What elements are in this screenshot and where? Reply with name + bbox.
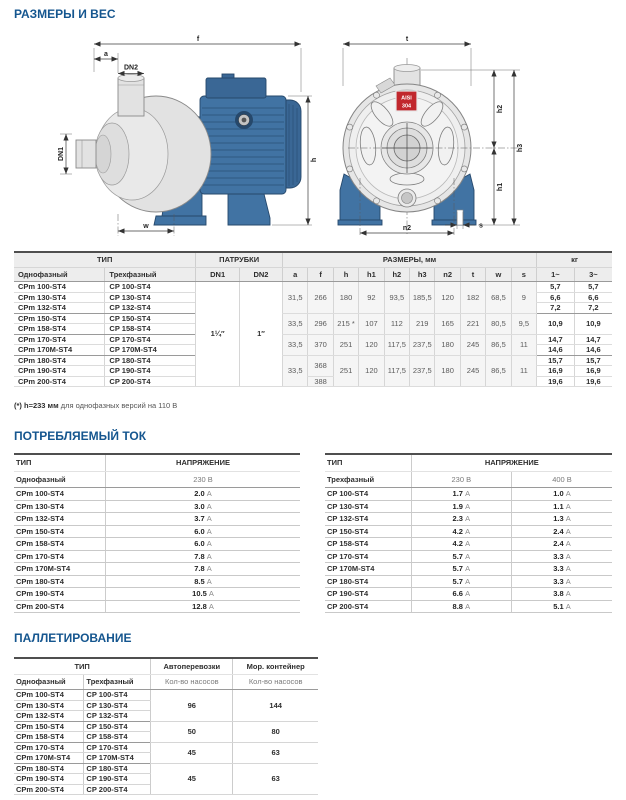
table-cell: CP 200-ST4 (84, 784, 151, 795)
table-cell: CP 170-ST4 (105, 334, 196, 345)
table-cell: CP 170M-ST4 (84, 753, 151, 764)
table-cell: 5.7 A (411, 550, 511, 563)
table-cell: 4.2 A (411, 525, 511, 538)
table-cell: 3.7 A (106, 513, 300, 526)
technical-drawings (0, 28, 626, 248)
column-header: n2 (435, 267, 460, 282)
table-cell: 388 (308, 376, 333, 387)
column-header: w (486, 267, 511, 282)
table-cell: CP 190-ST4 (84, 774, 151, 785)
footnote-text: для однофазных версий на 110 В (58, 401, 178, 410)
table-row (14, 563, 300, 576)
table-cell: CPm 180-ST4 (14, 575, 106, 588)
table-cell: CP 100-ST4 (84, 690, 151, 701)
table-cell: 1.3 A (512, 513, 612, 526)
table-cell: 19,6 (537, 376, 575, 387)
table-cell: CPm 158-ST4 (14, 538, 106, 551)
table-row (14, 550, 300, 563)
table-cell: 86,5 (486, 334, 511, 355)
column-header: Трехфазный (84, 674, 151, 690)
table-cell: CP 180-ST4 (325, 575, 411, 588)
dn2-port-top (118, 75, 144, 82)
table-cell: 14,7 (537, 334, 575, 345)
dim-label-dn2: DN2 (123, 64, 139, 72)
table-cell: CP 132-ST4 (105, 303, 196, 314)
column-header: s (511, 267, 536, 282)
table-cell: CPm 200-ST4 (14, 600, 106, 613)
table-row (14, 600, 300, 613)
table-cell: CP 158-ST4 (84, 732, 151, 743)
table-cell: 5.1 A (512, 600, 612, 613)
column-header: Автоперевозки (151, 658, 233, 674)
table-cell: 86,5 (486, 355, 511, 387)
table-cell: CPm 170M-ST4 (14, 345, 105, 356)
column-header: Однофазный (14, 267, 105, 282)
column-header: НАПРЯЖЕНИЕ (411, 454, 612, 471)
table-cell: 6.0 A (106, 525, 300, 538)
terminal-box (206, 78, 266, 98)
table-cell: 31,5 (283, 282, 308, 314)
table-row (325, 588, 612, 601)
table-cell: 93,5 (384, 282, 409, 314)
table-row (325, 500, 612, 513)
table-cell: 1.1 A (512, 500, 612, 513)
footnote-bold: (*) h=233 мм (14, 401, 59, 410)
dn1-port (76, 140, 96, 168)
column-header: h2 (384, 267, 409, 282)
column-header: DN1 (196, 267, 240, 282)
table-cell: 12.8 A (106, 600, 300, 613)
table-row (14, 334, 612, 345)
table-cell: 144 (233, 690, 318, 722)
table-cell: 245 (460, 355, 485, 387)
table-cell: 96 (151, 690, 233, 722)
dim-label-t: t (405, 36, 409, 43)
table-cell: CP 190-ST4 (325, 588, 411, 601)
table-row (14, 282, 612, 293)
top-port-face (394, 65, 420, 72)
table-cell: CP 130-ST4 (84, 700, 151, 711)
column-header: ТИП (14, 454, 106, 471)
table-cell: 120 (435, 282, 460, 314)
table-cell: 14,6 (574, 345, 612, 356)
header-row (14, 674, 318, 690)
table-cell: 4.2 A (411, 538, 511, 551)
table-cell: CPm 170-ST4 (14, 334, 105, 345)
table-cell: 14,6 (537, 345, 575, 356)
palletization-table (14, 657, 318, 795)
table-cell: 11 (511, 334, 536, 355)
table-cell: 5.7 A (411, 575, 511, 588)
pump-front-view-drawing (322, 28, 612, 240)
column-header: h3 (410, 267, 435, 282)
table-cell: 120 (359, 355, 384, 387)
table-cell: 296 (308, 313, 333, 334)
column-header: 230 В (411, 471, 511, 488)
table-cell: 3.3 A (512, 550, 612, 563)
motor-rear-cap (286, 100, 301, 188)
dim-label-dn1: DN1 (58, 146, 65, 162)
table-cell: 5,7 (574, 282, 612, 293)
table-cell: 7,2 (537, 303, 575, 314)
table-cell: CPm 190-ST4 (14, 774, 84, 785)
table-cell: 215 * (333, 313, 358, 334)
header-row (14, 252, 612, 267)
table-cell: CPm 170M-ST4 (14, 753, 84, 764)
table-cell: 80 (233, 721, 318, 742)
table-cell: 45 (151, 742, 233, 763)
bracket-foot (154, 216, 206, 225)
table-cell: CP 170-ST4 (325, 550, 411, 563)
table-cell: CP 100-ST4 (325, 488, 411, 501)
table-row (325, 538, 612, 551)
table-cell: CP 150-ST4 (325, 525, 411, 538)
table-cell: 2.0 A (106, 488, 300, 501)
table-cell: CPm 100-ST4 (14, 282, 105, 293)
table-row (14, 355, 612, 366)
header-row (14, 658, 318, 674)
column-header: f (308, 267, 333, 282)
table-cell: CPm 130-ST4 (14, 292, 105, 303)
aisi-304-badge (396, 91, 417, 111)
table-cell: 1.0 A (512, 488, 612, 501)
table-cell: 120 (359, 334, 384, 355)
table-cell: CP 170-ST4 (84, 742, 151, 753)
table-cell: CPm 170M-ST4 (14, 563, 106, 576)
table-cell: 68,5 (486, 282, 511, 314)
table-cell: 5.7 A (411, 563, 511, 576)
table-row (325, 600, 612, 613)
table-cell: 3.0 A (106, 500, 300, 513)
table-cell: 107 (359, 313, 384, 334)
table-cell: 10,9 (537, 313, 575, 334)
table-cell: CPm 132-ST4 (14, 513, 106, 526)
table-row (325, 575, 612, 588)
table-cell: CPm 132-ST4 (14, 711, 84, 722)
svg-text:AISI: AISI (401, 95, 412, 102)
table-cell: 16,9 (574, 366, 612, 377)
table-cell: 8.5 A (106, 575, 300, 588)
table-row (14, 690, 318, 701)
table-cell: CPm 170-ST4 (14, 550, 106, 563)
column-header: ТИП (325, 454, 411, 471)
table-cell: CP 200-ST4 (325, 600, 411, 613)
table-row (14, 313, 612, 324)
table-cell: 50 (151, 721, 233, 742)
table-row (325, 525, 612, 538)
table-row (14, 500, 300, 513)
footnote (14, 401, 177, 410)
table-cell: CP 150-ST4 (105, 313, 196, 324)
header-row (14, 454, 300, 471)
table-cell: CP 100-ST4 (105, 282, 196, 293)
table-row (325, 513, 612, 526)
table-cell: CP 130-ST4 (105, 292, 196, 303)
table-cell: 1¼″ (196, 282, 240, 387)
table-cell: 1.7 A (411, 488, 511, 501)
table-cell: 63 (233, 763, 318, 795)
table-cell: 6,6 (537, 292, 575, 303)
table-cell: CPm 200-ST4 (14, 784, 84, 795)
table-cell: CPm 130-ST4 (14, 700, 84, 711)
dim-label-w: w (143, 223, 149, 230)
table-cell: CPm 100-ST4 (14, 690, 84, 701)
table-cell: 14,7 (574, 334, 612, 345)
table-row (14, 588, 300, 601)
current-single-phase-table (14, 453, 300, 613)
table-cell: 2.4 A (512, 538, 612, 551)
table-cell: CP 132-ST4 (325, 513, 411, 526)
column-header: 400 В (512, 471, 612, 488)
dim-label-n2: n2 (402, 225, 412, 232)
table-cell: CP 170M-ST4 (105, 345, 196, 356)
casing-nose (95, 135, 111, 173)
table-cell: 7,2 (574, 303, 612, 314)
table-cell: 1″ (239, 282, 282, 387)
table-cell: CPm 100-ST4 (14, 488, 106, 501)
table-cell: 219 (410, 313, 435, 334)
table-cell: 237,5 (410, 334, 435, 355)
dn2-port (118, 78, 144, 116)
table-cell: 8.8 A (411, 600, 511, 613)
table-cell: 7.8 A (106, 563, 300, 576)
table-cell: 9 (511, 282, 536, 314)
table-cell: 16,9 (537, 366, 575, 377)
dim-label-h3: h3 (517, 143, 524, 153)
table-cell: 117,5 (384, 355, 409, 387)
table-cell: CP 158-ST4 (105, 324, 196, 335)
table-cell: 2.4 A (512, 525, 612, 538)
table-row (325, 488, 612, 501)
column-header: 3~ (574, 267, 612, 282)
table-cell: CPm 150-ST4 (14, 525, 106, 538)
column-header: h1 (359, 267, 384, 282)
table-cell: 3.3 A (512, 575, 612, 588)
table-cell: CPm 158-ST4 (14, 732, 84, 743)
table-cell: CP 190-ST4 (105, 366, 196, 377)
column-header: ТИП (14, 252, 196, 267)
table-cell: CP 150-ST4 (84, 721, 151, 732)
table-cell: 63 (233, 742, 318, 763)
table-cell: CPm 150-ST4 (14, 721, 84, 732)
table-cell: 266 (308, 282, 333, 314)
table-cell: 80,5 (486, 313, 511, 334)
pump-side-view-drawing (56, 28, 321, 240)
terminal-box-lid (222, 74, 234, 78)
column-header: 230 В (106, 471, 300, 488)
table-cell: 6,6 (574, 292, 612, 303)
column-header: a (283, 267, 308, 282)
table-cell: CPm 190-ST4 (14, 366, 105, 377)
table-cell: CP 180-ST4 (84, 763, 151, 774)
table-cell: 19,6 (574, 376, 612, 387)
column-header: h (333, 267, 358, 282)
table-cell: 10.5 A (106, 588, 300, 601)
table-cell: 185,5 (410, 282, 435, 314)
table-cell: 1.9 A (411, 500, 511, 513)
table-cell: 33,5 (283, 355, 308, 387)
table-cell: 180 (435, 355, 460, 387)
table-cell: 33,5 (283, 313, 308, 334)
table-cell: 237,5 (410, 355, 435, 387)
table-row (14, 763, 318, 774)
table-row (14, 525, 300, 538)
dim-label-h2: h2 (497, 104, 504, 114)
table-cell: 92 (359, 282, 384, 314)
drain-plug (402, 193, 413, 204)
table-cell: CP 158-ST4 (325, 538, 411, 551)
table-cell: CPm 150-ST4 (14, 313, 105, 324)
current-three-phase-table (325, 453, 612, 613)
column-header: 1~ (537, 267, 575, 282)
table-row (14, 721, 318, 732)
table-cell: 251 (333, 355, 358, 387)
dim-label-h1: h1 (497, 182, 504, 192)
column-header: Трехфазный (105, 267, 196, 282)
table-cell: CPm 180-ST4 (14, 763, 84, 774)
table-cell: 245 (460, 334, 485, 355)
table-row (325, 563, 612, 576)
motor-body (200, 96, 286, 194)
table-cell: CP 130-ST4 (325, 500, 411, 513)
dim-label-f: f (196, 36, 200, 43)
motor-plug-center (242, 118, 247, 123)
foot-slot (457, 210, 463, 225)
table-cell: 117,5 (384, 334, 409, 355)
column-header: Однофазный (14, 471, 106, 488)
table-cell: 3.3 A (512, 563, 612, 576)
table-row (14, 742, 318, 753)
table-row (14, 538, 300, 551)
column-header: DN2 (239, 267, 282, 282)
table-cell: 11 (511, 355, 536, 387)
table-cell: 251 (333, 334, 358, 355)
table-row (325, 550, 612, 563)
column-header: кг (537, 252, 612, 267)
table-cell: 33,5 (283, 334, 308, 355)
table-cell: 182 (460, 282, 485, 314)
table-cell: 2.3 A (411, 513, 511, 526)
table-cell: 112 (384, 313, 409, 334)
table-cell: 7.8 A (106, 550, 300, 563)
table-cell: 180 (435, 334, 460, 355)
table-cell: CP 170M-ST4 (325, 563, 411, 576)
svg-text:304: 304 (401, 103, 412, 110)
table-row (14, 488, 300, 501)
column-header: Кол-во насосов (233, 674, 318, 690)
column-header: Мор. контейнер (233, 658, 318, 674)
table-cell: CPm 190-ST4 (14, 588, 106, 601)
column-header: РАЗМЕРЫ, мм (283, 252, 537, 267)
table-cell: CPm 200-ST4 (14, 376, 105, 387)
header-row (325, 454, 612, 471)
table-cell: 5,7 (537, 282, 575, 293)
table-cell: CP 200-ST4 (105, 376, 196, 387)
table-cell: CPm 170-ST4 (14, 742, 84, 753)
section-title-dimensions: РАЗМЕРЫ И ВЕС (14, 7, 116, 21)
dim-label-a: a (104, 51, 108, 58)
table-cell: 370 (308, 334, 333, 355)
dim-label-s: s (479, 222, 483, 230)
table-cell: 6.6 A (411, 588, 511, 601)
header-row (325, 471, 612, 488)
dim-label-h: h (311, 157, 318, 163)
table-cell: 10,9 (574, 313, 612, 334)
table-row (14, 575, 300, 588)
dimensions-table (14, 251, 612, 387)
table-cell: 15,7 (574, 355, 612, 366)
table-cell: 165 (435, 313, 460, 334)
table-cell: CPm 132-ST4 (14, 303, 105, 314)
table-cell: CPm 158-ST4 (14, 324, 105, 335)
column-header: Однофазный (14, 674, 84, 690)
column-header: ПАТРУБКИ (196, 252, 283, 267)
table-cell: 221 (460, 313, 485, 334)
table-cell: 368 (308, 355, 333, 376)
table-cell: CPm 130-ST4 (14, 500, 106, 513)
table-cell: 180 (333, 282, 358, 314)
column-header: НАПРЯЖЕНИЕ (106, 454, 300, 471)
header-row (14, 471, 300, 488)
table-cell: CP 180-ST4 (105, 355, 196, 366)
column-header: ТИП (14, 658, 151, 674)
table-cell: 6.0 A (106, 538, 300, 551)
table-cell: 3.8 A (512, 588, 612, 601)
table-cell: CPm 180-ST4 (14, 355, 105, 366)
header-row (14, 267, 612, 282)
table-cell: CP 132-ST4 (84, 711, 151, 722)
section-title-current: ПОТРЕБЛЯЕМЫЙ ТОК (14, 429, 147, 443)
motor-foot (228, 194, 270, 225)
table-cell: 9,5 (511, 313, 536, 334)
column-header: t (460, 267, 485, 282)
column-header: Кол-во насосов (151, 674, 233, 690)
table-row (14, 513, 300, 526)
section-title-pallet: ПАЛЛЕТИРОВАНИЕ (14, 631, 132, 645)
table-cell: 45 (151, 763, 233, 795)
column-header: Трехфазный (325, 471, 411, 488)
table-cell: 15,7 (537, 355, 575, 366)
